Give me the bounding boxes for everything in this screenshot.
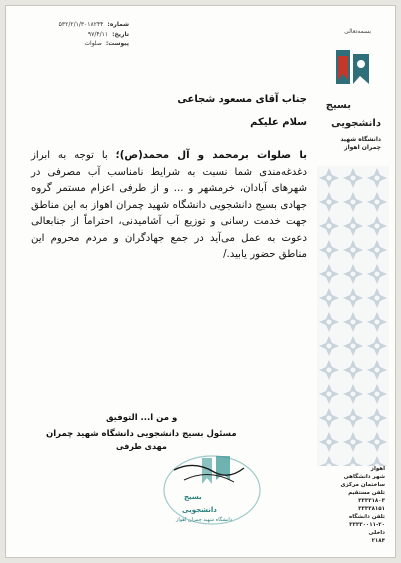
letterhead-column bbox=[317, 14, 389, 549]
meta-number-row bbox=[24, 20, 129, 30]
contact-phone-label: تلفن مستقیم bbox=[348, 489, 385, 496]
contact-ext-value: ۲۱۸۴ bbox=[371, 537, 385, 544]
university-name: دانشگاه شهید چمران اهواز bbox=[340, 136, 381, 152]
letter-body bbox=[31, 94, 307, 264]
contact-city: اهواز bbox=[370, 466, 385, 472]
signer-name: مهدی طرفی bbox=[116, 442, 167, 451]
decorative-pattern bbox=[317, 166, 389, 466]
contact-fax-value: ۳۳۳۳۰۰۱۱-۲۰ bbox=[349, 521, 385, 528]
contact-fax-label: تلفن دانشگاه bbox=[348, 513, 385, 520]
body-text: با توجه به ابراز دغدغه‌مندی شما نسبت به شرایط نامناسب آب مصرفی در شهرهای آبادان، خرمشهر و ... و از طرفی اعزام مستمر گروه جهادی بسیج دانشجویی دانشگاه شهید چمران اهواز به این مناطق جهت خدمت رسانی و توزیع آب آشامیدنی، احتراماً از جنابعالی دعوت به عمل می‌آید در جمع جهادگران و مردم محروم این مناطق حضور یابید./ bbox=[31, 150, 307, 261]
stamp-line-3: دانشگاه شهید چمران اهواز bbox=[176, 517, 232, 523]
meta-number-label: شماره: bbox=[107, 21, 129, 28]
meta-number-value: ۵۳۲/۲/۱/۳۰۱۸۲۴۴ bbox=[58, 21, 104, 28]
meta-date-row bbox=[24, 30, 129, 40]
daneshjoui-title: دانشجویی bbox=[331, 118, 381, 129]
meta-attachment-label: پیوست: bbox=[105, 40, 129, 48]
signer-title: مسئول بسیج دانشجویی دانشگاه شهید چمران bbox=[46, 429, 237, 439]
meta-attachment-row bbox=[24, 39, 129, 49]
bismillah-text: بسمه‌تعالی bbox=[344, 28, 371, 35]
recipient: جناب آقای مسعود شجاعی bbox=[177, 94, 307, 105]
greeting: سلام علیکم bbox=[250, 117, 307, 128]
contact-phone-1: ۳۳۳۳۱۸۰۳ bbox=[358, 497, 385, 504]
stamp-line-1: بسیج bbox=[184, 493, 202, 501]
letter-page bbox=[5, 5, 396, 558]
basij-logo-icon bbox=[333, 46, 373, 88]
contact-block bbox=[319, 466, 385, 546]
stamp-line-2: دانشجویی bbox=[182, 506, 217, 514]
contact-ext-label: داخلی bbox=[368, 529, 385, 536]
contact-address: شهر دانشگاهی ساختمان مرکزی bbox=[340, 473, 385, 488]
contact-phone-2: ۳۳۳۳۸۱۵۱ bbox=[358, 505, 385, 512]
meta-date-label: تاریخ: bbox=[112, 30, 129, 38]
meta-date-value: ۹۷/۴/۱۱ bbox=[87, 30, 109, 38]
meta-attachment-value: صلوات bbox=[84, 40, 102, 48]
basij-title: بسیج bbox=[325, 100, 351, 111]
letter-meta bbox=[24, 20, 129, 49]
salawat-text: با صلوات برمحمد و آل محمد(ص)؛ bbox=[115, 150, 307, 161]
body-paragraph bbox=[31, 148, 307, 264]
closing-phrase: و من ا... التوفیق bbox=[106, 413, 178, 423]
closing-block bbox=[46, 413, 266, 451]
